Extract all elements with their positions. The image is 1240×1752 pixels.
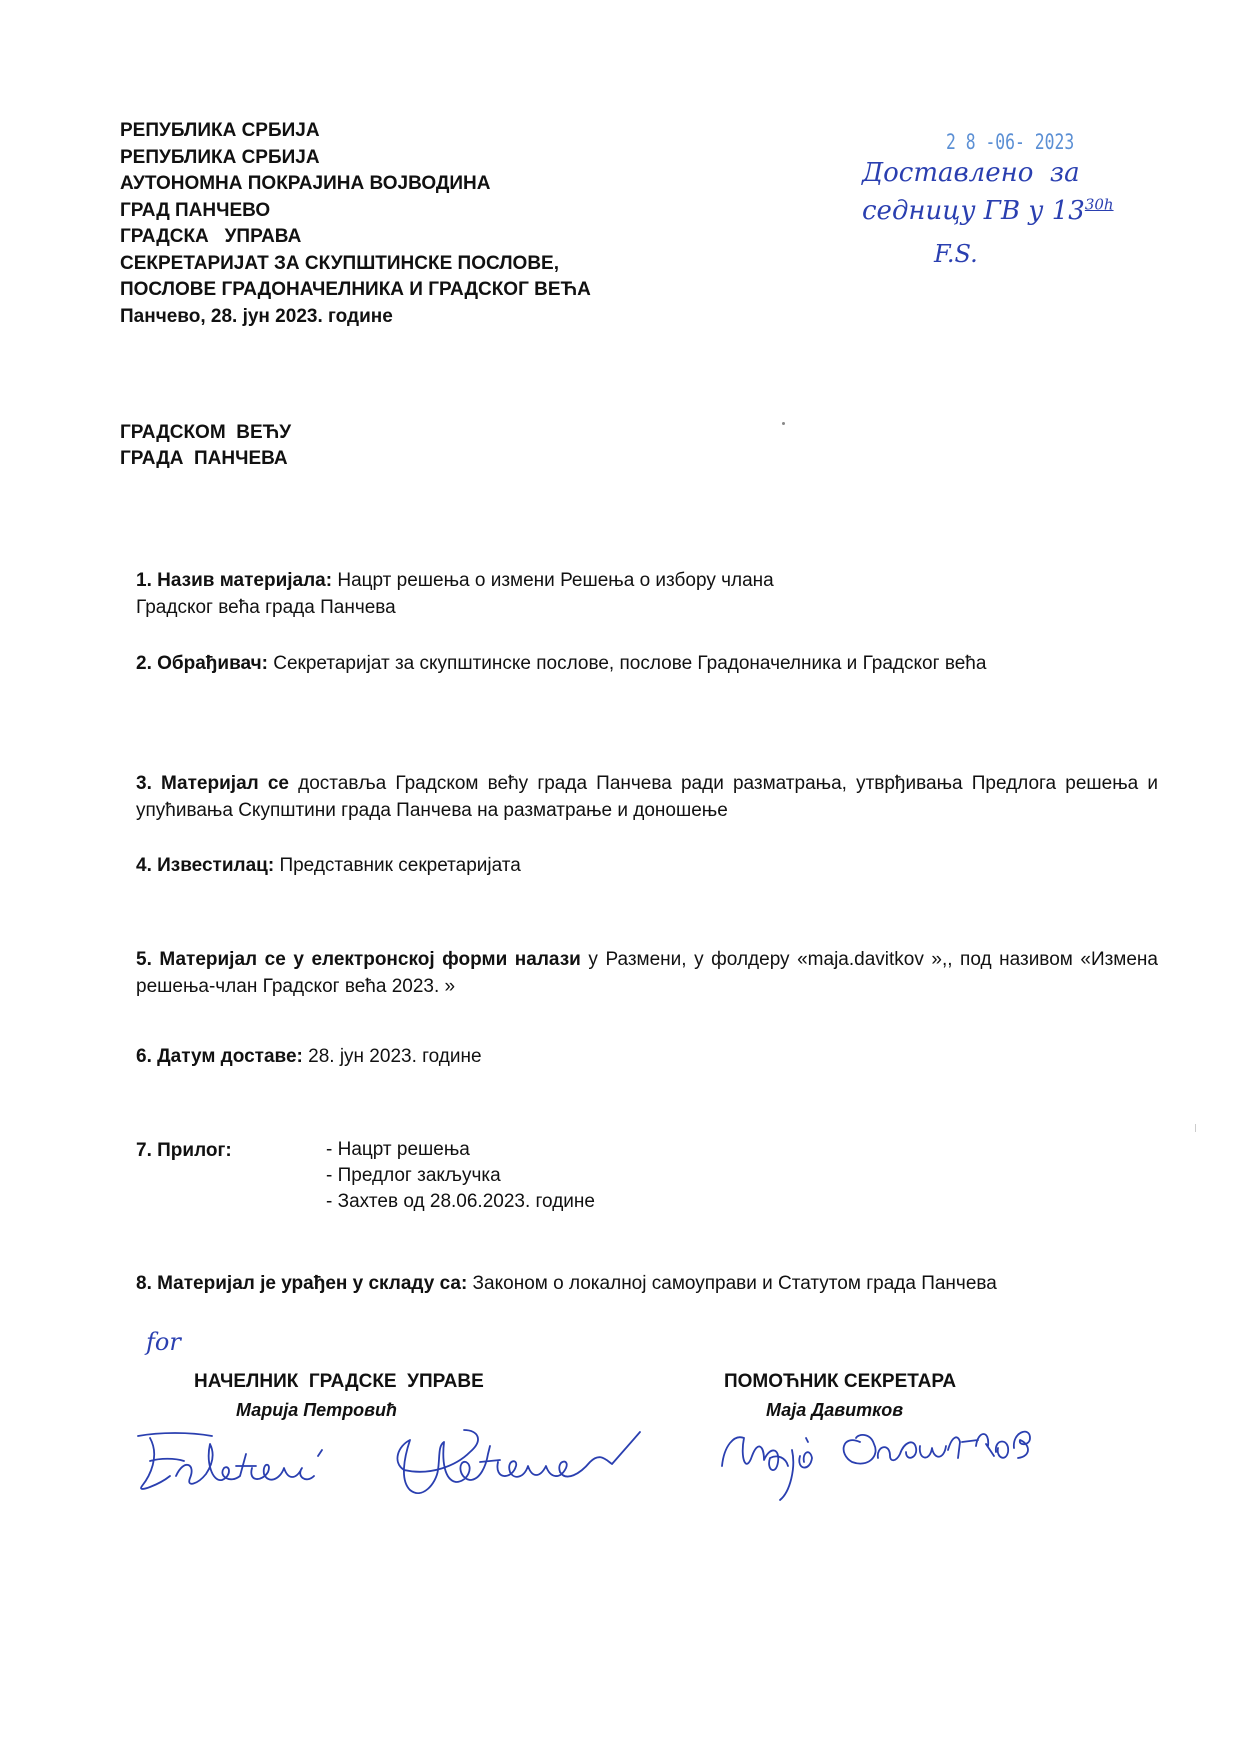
signature-scribble-right (722, 1432, 1030, 1500)
handwritten-note-line2 (862, 196, 1114, 226)
signature-title-left: НАЧЕЛНИК ГРАДСКЕ УПРАВЕ (194, 1371, 484, 1392)
signature-name-left: Марија Петровић (236, 1400, 398, 1420)
letterhead-line: СЕКРЕТАРИЈАТ ЗА СКУПШТИНСКЕ ПОСЛОВЕ, (120, 252, 560, 274)
item-label: 8. Материјал је урађен у складу са: (136, 1273, 468, 1294)
signature-name-right: Маја Давитков (766, 1400, 904, 1420)
document-date: Панчево, 28. јун 2023. године (120, 305, 393, 327)
letterhead-line: ГРАД ПАНЧЕВО (120, 199, 271, 221)
item-text-continued: Градског већа града Панчева (136, 597, 396, 618)
scan-speck (782, 422, 785, 425)
attachment-list (326, 1137, 595, 1215)
letterhead-line: РЕПУБЛИКА СРБИЈА (120, 120, 320, 141)
handwritten-note-text: седницу ГВ у 13 (862, 196, 1085, 226)
signature-title-right: ПОМОЋНИК СЕКРЕТАРА (724, 1371, 957, 1392)
item-text: 28. јун 2023. године (302, 1046, 482, 1067)
letterhead (120, 118, 591, 330)
item-processor (136, 647, 1158, 681)
item-label: 6. Датум доставе: (136, 1046, 303, 1067)
attachment-item: - Предлог закључка (326, 1165, 501, 1186)
handwritten-time-sup: 30h (1084, 195, 1114, 214)
handwritten-initials: F.S. (934, 240, 978, 268)
item-delivery-date (136, 1043, 1158, 1070)
scan-mark (1195, 1124, 1196, 1132)
item-label: 1. Назив материјала: (136, 570, 333, 591)
item-label: 3. Материјал се (136, 773, 289, 794)
handwritten-note-line1: Доставлено за (862, 158, 1080, 188)
signature-scribble-left-1 (138, 1433, 322, 1489)
item-electronic-form (136, 946, 1158, 1000)
handwritten-for-mark: for (146, 1328, 181, 1356)
item-label: 2. Обрађивач: (136, 653, 268, 674)
received-date-stamp: 2 8 -06- 2023 (946, 130, 1075, 154)
letterhead-line: ПОСЛОВЕ ГРАДОНАЧЕЛНИКА И ГРАДСКОГ ВЕЋА (120, 279, 591, 300)
addressee-line1: ГРАДСКОМ ВЕЋУ (120, 422, 292, 443)
item-text: Представник секретаријата (274, 855, 521, 876)
item-text: Законом о локалној самоуправи и Статутом града Панчева (467, 1273, 997, 1294)
item-label: 7. Прилог: (136, 1140, 232, 1161)
addressee-line2: ГРАДА ПАНЧЕВА (120, 448, 288, 469)
item-reporter (136, 852, 1158, 879)
item-material-purpose (136, 770, 1158, 824)
signature-scribble-left-2 (397, 1430, 640, 1493)
attachment-item: - Нацрт решења (326, 1139, 470, 1160)
item-text: у Размени, у фолдеру «maja.davitkov »,, под називом «Измена решења-члан Градског већа 2023. » (136, 949, 1158, 997)
item-label: 5. Материјал се у електронској форми налази (136, 949, 581, 970)
item-text: Секретаријат за скупштинске послове, послове Градоначелника и Градског већа (267, 653, 987, 674)
attachment-item: - Захтев од 28.06.2023. године (326, 1191, 595, 1212)
item-material-name (136, 567, 1158, 621)
letterhead-line: РЕПУБЛИКА СРБИЈА (120, 146, 320, 168)
item-label: 4. Известилац: (136, 855, 275, 876)
item-compliance (136, 1268, 1096, 1300)
addressee (120, 420, 291, 472)
item-text: доставља Градском већу града Панчева ради разматрања, утврђивања Предлога решења и упућивања Скупштини града Панчева на разматрање и доношење (136, 773, 1158, 821)
letterhead-line: ГРАДСКА УПРАВА (120, 226, 302, 247)
letterhead-line: АУТОНОМНА ПОКРАЈИНА ВОЈВОДИНА (120, 173, 491, 194)
item-text: Нацрт решења о измени Решења о избору члана (332, 570, 774, 591)
